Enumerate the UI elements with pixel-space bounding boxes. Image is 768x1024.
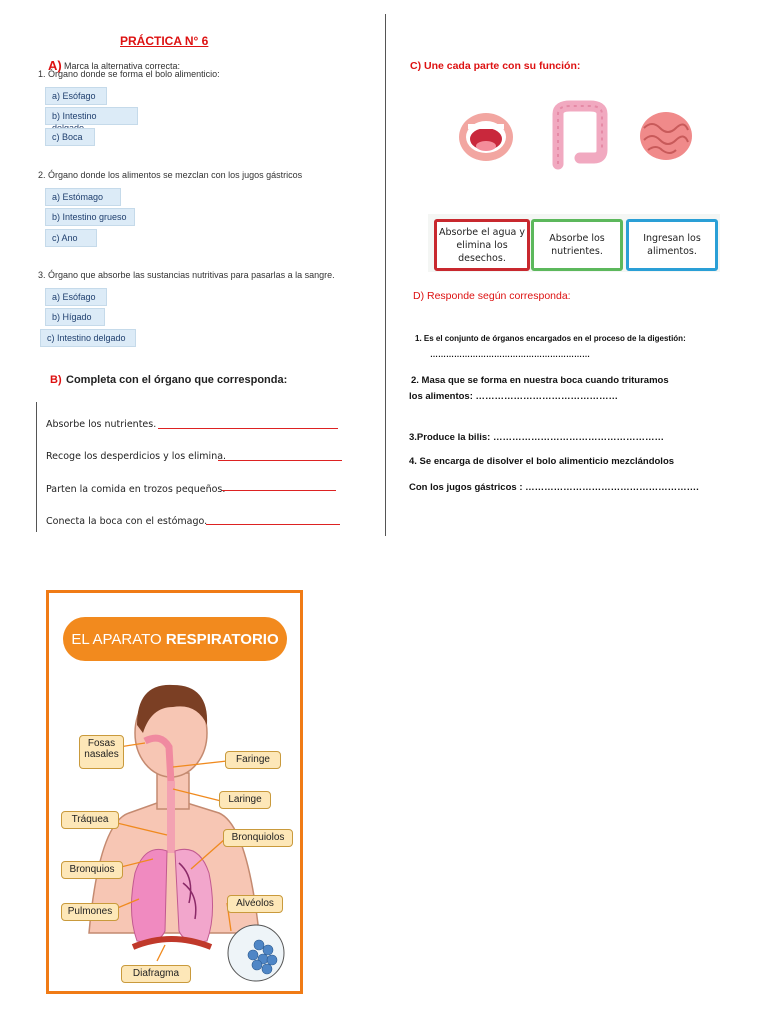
mouth-icon	[459, 113, 513, 161]
answer-line-2[interactable]	[218, 460, 342, 461]
section-b-letter: B)	[50, 374, 62, 386]
fill-item-3: Parten la comida en trozos pequeños.	[46, 484, 226, 495]
answer-line-4[interactable]	[206, 524, 340, 525]
option-2b[interactable]: b) Intestino grueso	[45, 208, 135, 226]
poster-title-light: EL APARATO	[71, 630, 166, 648]
fill-item-2: Recoge los desperdicios y los elimina.	[46, 451, 227, 462]
label-pulmones: Pulmones	[61, 903, 119, 921]
label-bronquiolos: Bronquiolos	[223, 829, 293, 847]
label-alveolos: Alvéolos	[227, 895, 283, 913]
label-diafragma: Diafragma	[121, 965, 191, 983]
option-3b[interactable]: b) Hígado	[45, 308, 105, 326]
label-faringe: Faringe	[225, 751, 281, 769]
section-a-instruction: Marca la alternativa correcta:	[64, 61, 181, 71]
poster-title-banner	[63, 617, 287, 661]
function-box-1[interactable]: Absorbe el agua y elimina los desechos.	[434, 219, 530, 271]
answer-line-1[interactable]	[158, 428, 338, 429]
respiratory-poster	[46, 590, 303, 994]
question-d2-line1: 2. Masa que se forma en nuestra boca cuando trituramos	[411, 375, 669, 386]
fill-item-4: Conecta la boca con el estómago.	[46, 516, 208, 527]
function-box-3[interactable]: Ingresan los alimentos.	[626, 219, 718, 271]
question-1: 1. Órgano donde se forma el bolo alimenticio:	[38, 69, 220, 79]
answer-blank-d1[interactable]: ……………………………………………………	[430, 350, 590, 359]
fill-item-1: Absorbe los nutrientes.	[46, 419, 157, 430]
label-traquea: Tráquea	[61, 811, 119, 829]
option-2a[interactable]: a) Estómago	[45, 188, 121, 206]
option-3a[interactable]: a) Esófago	[45, 288, 107, 306]
section-d-heading: D) Responde según corresponda:	[413, 290, 571, 302]
small-intestine-icon	[640, 112, 692, 160]
poster-title-bold: RESPIRATORIO	[165, 630, 279, 648]
section-b-margin	[36, 402, 37, 532]
option-1c[interactable]: c) Boca	[45, 128, 95, 146]
question-2: 2. Órgano donde los alimentos se mezclan con los jugos gástricos	[38, 170, 303, 180]
question-d4-line1: 4. Se encarga de disolver el bolo alimenticio mezclándolos	[409, 456, 675, 467]
option-1a[interactable]: a) Esófago	[45, 87, 107, 105]
option-1b[interactable]: b) Intestino	[45, 107, 138, 125]
question-d3[interactable]: 3.Produce la bilis: ………………………………………………	[409, 432, 664, 443]
question-d4-line2[interactable]: Con los jugos gástricos : ……………………………………………….	[409, 482, 699, 493]
answer-line-3[interactable]	[222, 490, 336, 491]
column-divider	[385, 14, 386, 536]
label-laringe: Laringe	[219, 791, 271, 809]
page-title: PRÁCTICA N° 6	[120, 34, 209, 48]
label-bronquios: Bronquios	[61, 861, 123, 879]
label-fosas-nasales: Fosas nasales	[79, 735, 124, 769]
section-c-heading: C) Une cada parte con su función:	[410, 60, 581, 72]
question-d2-line2[interactable]: los alimentos: ………………………………………	[409, 391, 619, 402]
large-intestine-icon	[558, 106, 602, 164]
option-2c[interactable]: c) Ano	[45, 229, 97, 247]
question-d1: 1. Es el conjunto de órganos encargados en el proceso de la digestión:	[415, 334, 686, 343]
function-box-2[interactable]: Absorbe los nutrientes.	[531, 219, 623, 271]
question-3: 3. Órgano que absorbe las sustancias nutritivas para pasarlas a la sangre.	[38, 270, 335, 280]
section-b-instruction: Completa con el órgano que corresponda:	[66, 374, 288, 386]
digestive-organs-illustration	[430, 92, 730, 182]
section-a-letter: A)	[48, 58, 62, 73]
option-3c[interactable]: c) Intestino delgado	[40, 329, 136, 347]
